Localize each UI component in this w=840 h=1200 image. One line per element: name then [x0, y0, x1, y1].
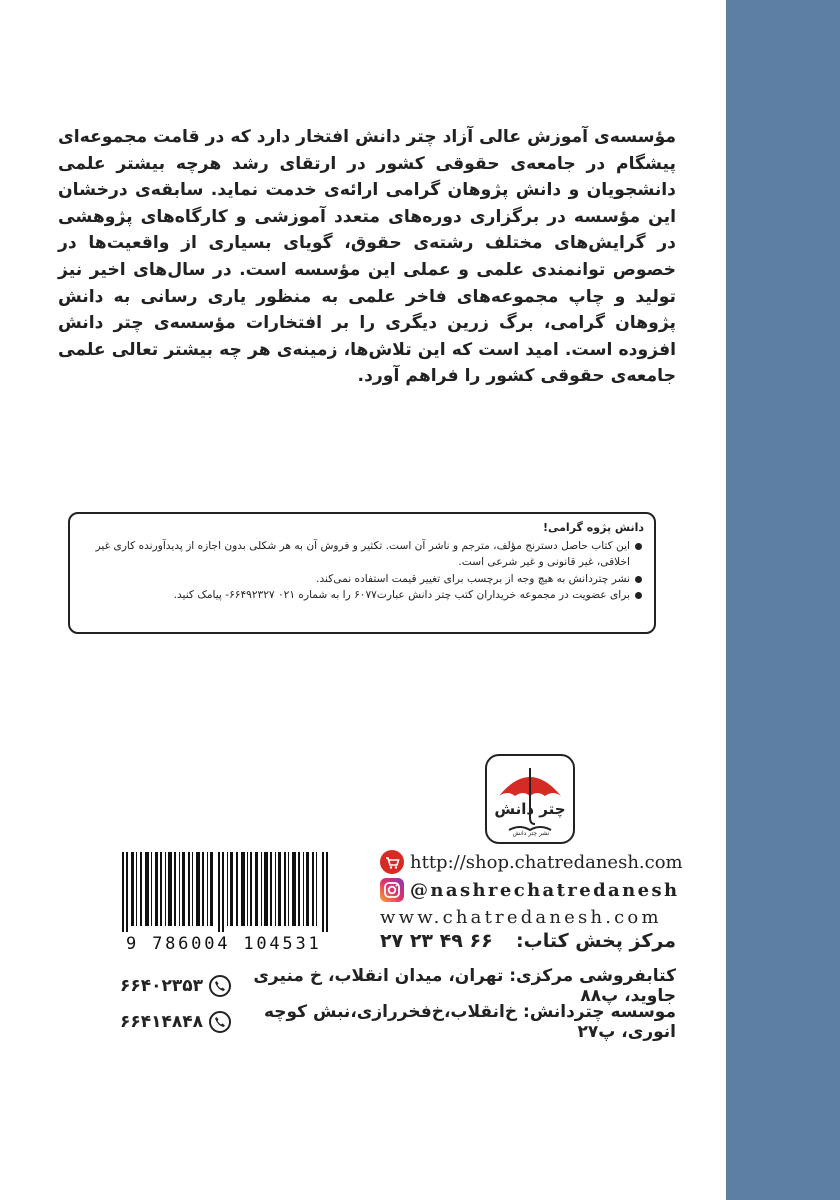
address-row-institute — [120, 1002, 676, 1042]
shop-link-row[interactable] — [380, 848, 683, 876]
description-text: مؤسسه‌ی آموزش عالی آزاد چتر دانش افتخار دارد که در قامت مجموعه‌ای پیشگام در جامعه‌ی حقوقی کشور در ارتقای رشد هرچه بیشتر علمی دانشجویان و دانش پژوهان گرامی ارائه‌ی خدمت نماید. سابقه‌ی درخشان این مؤسسه در برگزاری دوره‌های متعدد آموزشی و کارگاه‌های پژوهشی در گرایش‌های مختلف رشته‌ی حقوق، گویای بسیاری از واقعیت‌ها در خصوص توانمندی علمی و عملی این مؤسسه است. در سال‌های اخیر نیز تولید و چاپ مجموعه‌های فاخر علمی به منظور یاری رسانی به دانش پژوهان گرامی، برگ زرین دیگری را بر افتخارات مؤسسه‌ی چتر دانش افزوده است. امید است که این تلاش‌ها، زمینه‌ی هر چه بیشتر تعالی علمی جامعه‌ی حقوقی کشور را فراهم آورد. — [58, 127, 676, 387]
phone-group — [120, 1011, 237, 1033]
distribution-label: مرکز پخش کتاب: — [516, 930, 676, 952]
website-url[interactable]: www.chatredanesh.com — [380, 906, 662, 928]
phone-group — [120, 975, 237, 997]
notice-box — [68, 512, 656, 634]
instagram-handle[interactable]: @nashrechatredanesh — [410, 879, 680, 901]
notice-item: نشر چتردانش به هیچ وجه از برچسب برای تغییر قیمت استفاده نمی‌کند. — [80, 571, 644, 587]
shop-url[interactable]: http://shop.chatredanesh.com — [410, 851, 683, 873]
instagram-icon — [380, 878, 404, 902]
logo-caption: نشر چتر دانش — [512, 830, 550, 837]
notice-item: این کتاب حاصل دسترنج مؤلف، مترجم و ناشر آن است. تکثیر و فروش آن به هر شکلی بدون اجازه از پدیدآورنده کاری غیر اخلاقی، غیر قانونی و غیر شرعی است. — [80, 538, 644, 570]
logo-text: چتر دانش — [494, 800, 566, 818]
barcode — [122, 852, 332, 942]
notice-list — [80, 538, 644, 603]
address-row-store — [120, 966, 676, 1006]
cart-icon — [380, 850, 404, 874]
notice-title: دانش پژوه گرامی! — [542, 521, 644, 534]
address-text: کتابفروشی مرکزی: تهران، میدان انقلاب، خ منیری جاوید، پ۸۸ — [253, 966, 676, 1006]
address-text: موسسه چتردانش: خ‌انقلاب،خ‌فخررازی،نبش کوچه انوری، پ۲۷ — [263, 1002, 676, 1042]
isbn-number: 9 786004 104531 — [126, 934, 322, 954]
instagram-row[interactable] — [380, 876, 679, 904]
distribution-row — [380, 930, 676, 952]
address-phone: ۶۶۴۰۲۳۵۳ — [120, 976, 204, 996]
distribution-phone: ۶۶ ۴۹ ۲۳ ۲۷ — [380, 930, 493, 952]
book-spine — [726, 0, 840, 1200]
website-row[interactable] — [380, 903, 662, 931]
address-phone: ۶۶۴۱۴۸۴۸ — [120, 1012, 204, 1032]
phone-icon — [209, 1011, 231, 1033]
notice-item: برای عضویت در مجموعه خریداران کتب چتر دانش عبارت۶۰۷۷ را به شماره ۰۲۱ ۶۶۴۹۲۳۲۷- پیامک کنید. — [80, 587, 644, 603]
phone-icon — [209, 975, 231, 997]
